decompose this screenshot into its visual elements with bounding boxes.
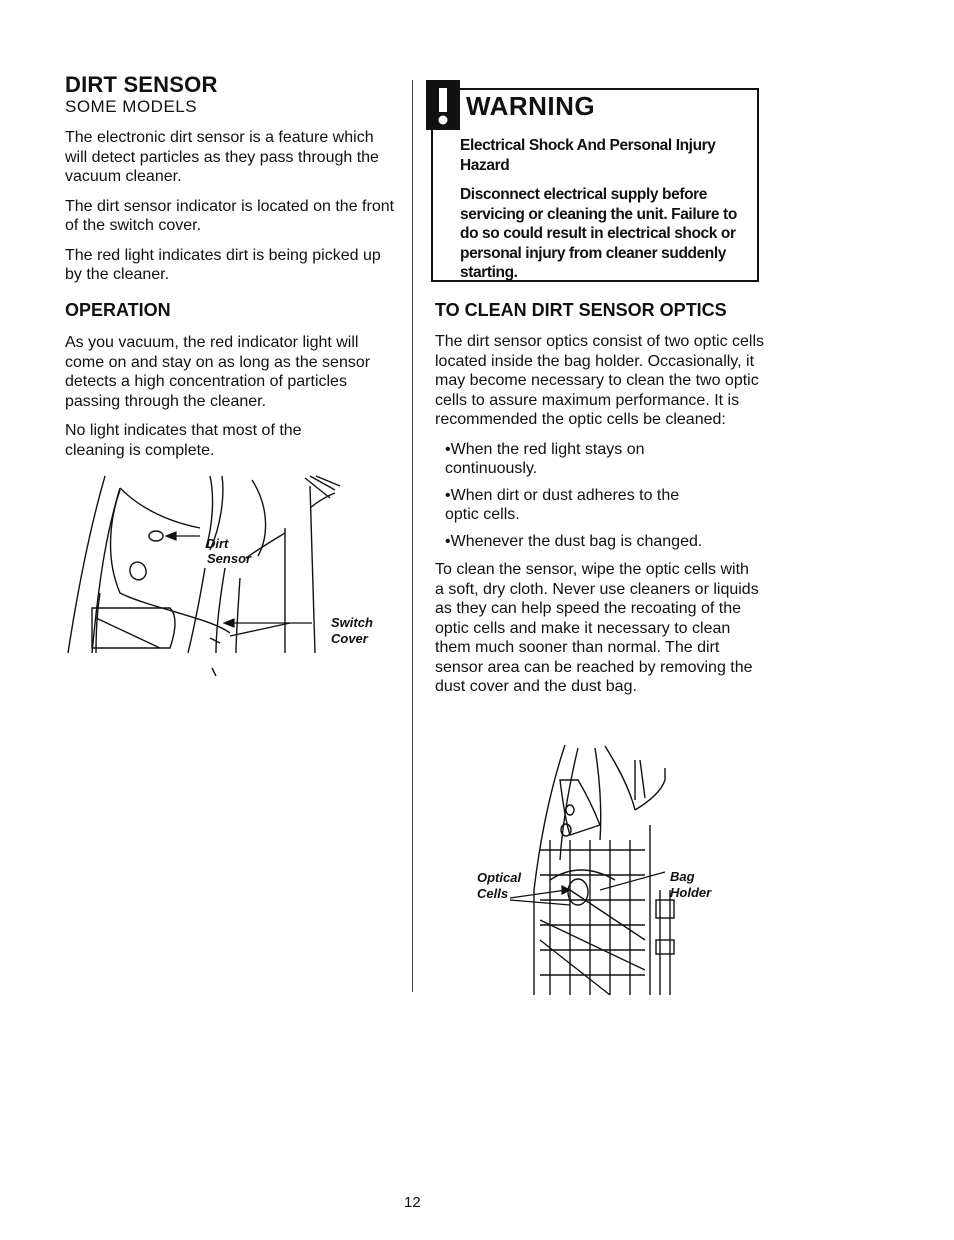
warning-content xyxy=(460,136,750,283)
column-divider xyxy=(412,80,413,992)
cleaning-paragraph: To clean the sensor, wipe the optic cells with a soft, dry cloth. Never use cleaners or liquids as they can help speed the recoating of the optic cells and make it necessary to clean them much sooner than normal. The dirt sensor area can be reached by removing the dust cover and the dust bag. xyxy=(435,561,759,695)
exclamation-icon xyxy=(426,80,460,130)
label-switch: Switch xyxy=(331,615,373,630)
intro-block xyxy=(65,128,395,285)
label-bag: Bag xyxy=(670,869,695,884)
operation-paragraph-2: No light indicates that most of the cleaning is complete. xyxy=(65,422,302,459)
clean-optics-intro: The dirt sensor optics consist of two optic cells located inside the bag holder. Occasionally, it may become necessary to clean the two optic cells to assure maximum performance. It is recommended the optic cells be cleaned: xyxy=(435,333,765,428)
label-optical: Optical xyxy=(477,870,522,885)
operation-heading: OPERATION xyxy=(65,300,171,320)
clean-optics-heading: TO CLEAN DIRT SENSOR OPTICS xyxy=(435,300,727,320)
section-subtitle: SOME MODELS xyxy=(65,97,198,116)
label-cells: Cells xyxy=(477,886,509,901)
label-sensor: Sensor xyxy=(207,551,252,566)
bullet-list xyxy=(435,440,715,552)
section-title-dirt-sensor: DIRT SENSOR xyxy=(65,72,218,97)
intro-paragraph-1: The electronic dirt sensor is a feature which will detect particles as they pass through the vacuum cleaner. xyxy=(65,129,379,185)
label-holder: Holder xyxy=(670,885,712,900)
clean-optics-block xyxy=(435,332,765,697)
operation-block xyxy=(65,333,395,460)
warning-title: WARNING xyxy=(466,91,596,121)
warning-icon-background xyxy=(426,80,460,130)
bullet-item: •When the red light stays on continuously. xyxy=(445,440,645,477)
operation-paragraph-1: As you vacuum, the red indicator light will come on and stay on as long as the sensor detects a high concentration of particles passing through the cleaner. xyxy=(65,334,371,410)
warning-hazard: Electrical Shock And Personal Injury Hazard xyxy=(460,137,716,174)
label-dirt: Dirt xyxy=(206,536,229,551)
warning-instruction: Disconnect electrical supply before servicing or cleaning the unit. Failure to do so could result in electrical shock or personal injury from cleaner suddenly starting. xyxy=(460,186,737,281)
page-number: 12 xyxy=(404,1194,421,1211)
intro-paragraph-2: The dirt sensor indicator is located on the front of the switch cover. xyxy=(65,197,395,234)
bullet-item: •When dirt or dust adheres to the optic cells. xyxy=(445,486,680,523)
bullet-item: •Whenever the dust bag is changed. xyxy=(445,532,703,550)
label-cover: Cover xyxy=(331,631,368,646)
intro-paragraph-3: The red light indicates dirt is being picked up by the cleaner. xyxy=(65,246,381,283)
